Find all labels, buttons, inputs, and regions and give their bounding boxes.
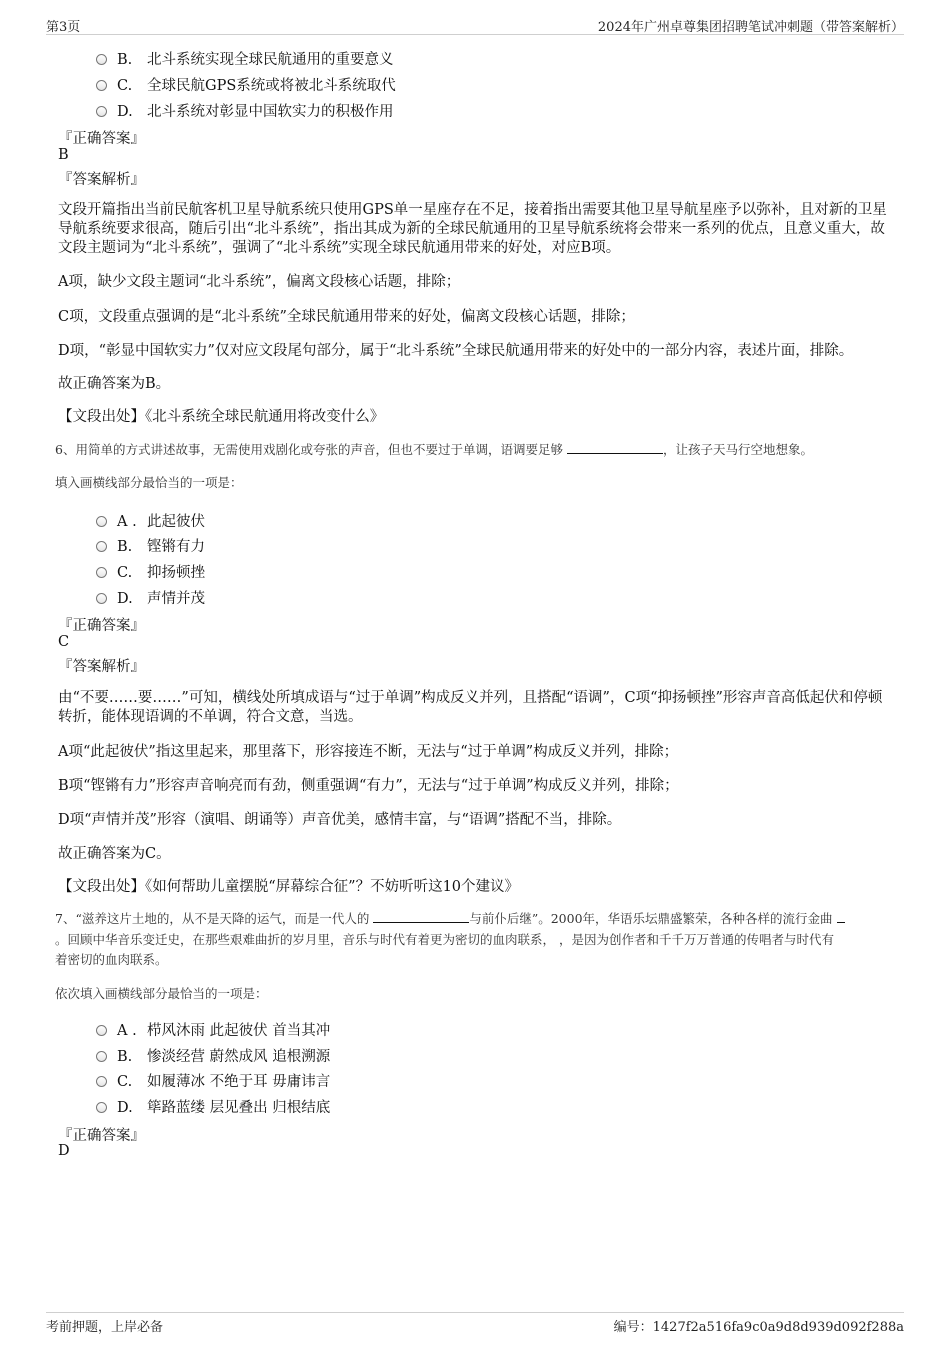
q7-option-a[interactable]: A . 栉风沐雨 此起彼伏 首当其冲 bbox=[96, 1019, 330, 1040]
radio-icon[interactable] bbox=[96, 1076, 107, 1087]
q5-answer-label: 『正确答案』 bbox=[58, 131, 145, 147]
radio-icon[interactable] bbox=[96, 1102, 107, 1113]
radio-icon[interactable] bbox=[96, 593, 107, 604]
radio-icon[interactable] bbox=[96, 1051, 107, 1062]
radio-icon[interactable] bbox=[96, 106, 107, 117]
q6-analysis-d: D项“声情并茂”形容（演唱、朗诵等）声音优美，感情丰富，与“语调”搭配不当，排除。 bbox=[58, 812, 622, 828]
radio-icon[interactable] bbox=[96, 516, 107, 527]
q7-answer: D bbox=[58, 1143, 70, 1159]
radio-icon[interactable] bbox=[96, 54, 107, 65]
page-header bbox=[46, 14, 904, 35]
q6-option-d[interactable]: D. 声情并茂 bbox=[96, 587, 205, 608]
q5-analysis-c: C项，文段重点强调的是“北斗系统”全球民航通用带来的好处，偏离文段核心话题，排除； bbox=[58, 309, 635, 325]
q6-option-a[interactable]: A . 此起彼伏 bbox=[96, 510, 205, 531]
q7-option-d[interactable]: D. 筚路蓝缕 层见叠出 归根结底 bbox=[96, 1096, 330, 1117]
q6-option-c[interactable]: C. 抑扬顿挫 bbox=[96, 561, 205, 582]
q6-answer-label: 『正确答案』 bbox=[58, 618, 145, 634]
radio-icon[interactable] bbox=[96, 80, 107, 91]
q6-source: 【文段出处】《如何帮助儿童摆脱“屏幕综合征”？不妨听听这10个建议》 bbox=[58, 879, 520, 895]
q5-source: 【文段出处】《北斗系统全球民航通用将改变什么》 bbox=[58, 409, 385, 425]
page-number: 第3页 bbox=[46, 20, 81, 35]
q5-analysis-d: D项，“彰显中国软实力”仅对应文段尾句部分，属于“北斗系统”全球民航通用带来的好处中的一部分内容，表述片面，排除。 bbox=[58, 343, 854, 359]
footer-slogan: 考前押题，上岸必备 bbox=[46, 1320, 164, 1335]
q5-option-d[interactable]: D. 北斗系统对彰显中国软实力的积极作用 bbox=[96, 100, 394, 121]
q7-instruction: 依次填入画横线部分最恰当的一项是： bbox=[55, 986, 268, 1001]
q6-analysis-a: A项“此起彼伏”指这里起来，那里落下，形容接连不断，无法与“过于单调”构成反义并列，排除； bbox=[58, 744, 679, 760]
q6-stem: 6、用简单的方式讲述故事，无需使用戏剧化或夸张的声音，但也不要过于单调，语调要足够 ，让孩子天马行空地想象。 bbox=[55, 442, 813, 457]
q6-blank bbox=[567, 441, 663, 454]
q5-option-b[interactable]: B. 北斗系统实现全球民航通用的重要意义 bbox=[96, 48, 394, 69]
q7-stem-line2: 。回顾中华音乐变迁史，在那些艰难曲折的岁月里，音乐与时代有着更为密切的血肉联系， ，是因为创作者和千千万万普通的传唱者与时代有 bbox=[55, 932, 834, 947]
q6-answer: C bbox=[58, 634, 70, 650]
radio-icon[interactable] bbox=[96, 541, 107, 552]
q7-option-b[interactable]: B. 惨淡经营 蔚然成风 追根溯源 bbox=[96, 1045, 330, 1066]
q6-analysis-paragraph: 由“不要……要……”可知，横线处所填成语与“过于单调”构成反义并列，且搭配“语调”，C项“抑扬顿挫”形容声音高低起伏和停顿转折，能体现语调的不单调，符合文意，当选。 bbox=[58, 690, 883, 725]
q5-analysis-label: 『答案解析』 bbox=[58, 172, 145, 188]
q6-instruction: 填入画横线部分最恰当的一项是： bbox=[55, 475, 243, 490]
q5-option-c[interactable]: C. 全球民航GPS系统或将被北斗系统取代 bbox=[96, 74, 396, 95]
document-title: 2024年广州卓尊集团招聘笔试冲刺题（带答案解析） bbox=[597, 20, 904, 35]
q7-blank-1 bbox=[373, 910, 469, 923]
document-code: 编号：1427f2a516fa9c0a9d8d939d092f288a bbox=[613, 1320, 904, 1335]
q7-blank-2 bbox=[837, 910, 845, 923]
q5-analysis-a: A项，缺少文段主题词“北斗系统”，偏离文段核心话题，排除； bbox=[58, 274, 461, 290]
page-footer bbox=[46, 1312, 904, 1335]
q6-analysis-label: 『答案解析』 bbox=[58, 659, 145, 675]
q7-stem-line3: 着密切的血肉联系。 bbox=[55, 952, 168, 967]
q6-analysis-b: B项“铿锵有力”形容声音响亮而有劲，侧重强调“有力”，无法与“过于单调”构成反义并列，排除； bbox=[58, 778, 679, 794]
q7-answer-label: 『正确答案』 bbox=[58, 1128, 145, 1144]
q5-analysis-paragraph: 文段开篇指出当前民航客机卫星导航系统只使用GPS单一星座存在不足，接着指出需要其他卫星导航星座予以弥补，且对新的卫星导航系统要求很高，随后引出“北斗系统”，指出其成为新的全球民航通用的卫星导航系统将会带来一系列的优点，且意义重大，故文段主题词为“北斗系统”，强调了“北斗系统”实现全球民航通用带来的好处，对应B项。 bbox=[58, 202, 887, 256]
q7-option-c[interactable]: C. 如履薄冰 不绝于耳 毋庸讳言 bbox=[96, 1070, 330, 1091]
q6-conclusion: 故正确答案为C。 bbox=[58, 846, 171, 862]
radio-icon[interactable] bbox=[96, 1025, 107, 1036]
q5-conclusion: 故正确答案为B。 bbox=[58, 376, 171, 392]
q7-stem-line1: 7、“滋养这片土地的，从不是天降的运气，而是一代人的 与前仆后继”。2000年，华语乐坛鼎盛繁荣，各种各样的流行金曲 bbox=[55, 908, 845, 929]
q5-answer: B bbox=[58, 147, 69, 163]
radio-icon[interactable] bbox=[96, 567, 107, 578]
q6-option-b[interactable]: B. 铿锵有力 bbox=[96, 535, 205, 556]
